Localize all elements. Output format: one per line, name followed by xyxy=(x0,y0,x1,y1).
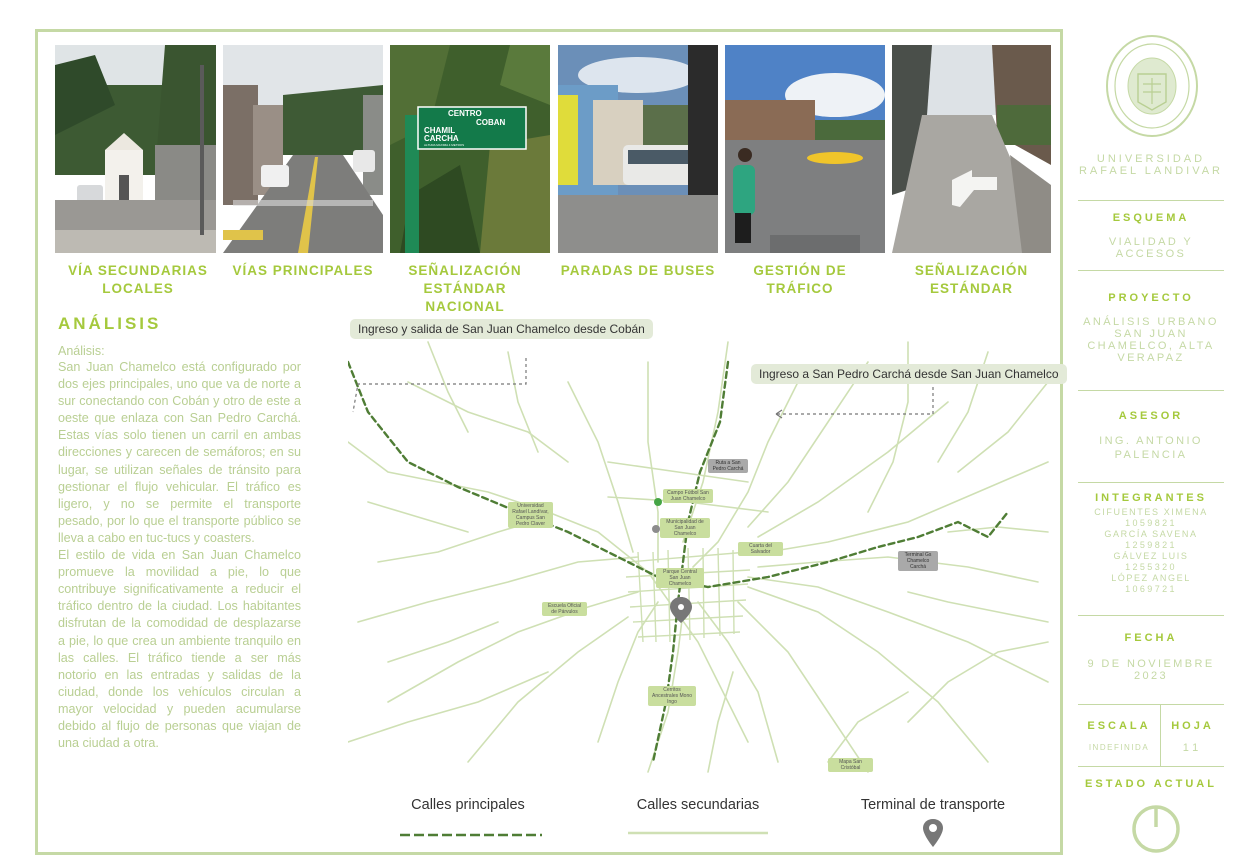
legend-terminal-pin-icon xyxy=(922,818,944,848)
label-kindergarten: Escuela Oficial de Párvulos xyxy=(542,602,587,616)
sign-chamil: CHAMIL xyxy=(424,126,456,135)
legend-secondary-line xyxy=(628,830,768,836)
analysis-subtitle: Análisis: xyxy=(58,344,105,358)
photo-bus-stops xyxy=(558,45,718,253)
divider xyxy=(1078,704,1224,705)
photo-secondary-local-street xyxy=(55,45,216,253)
callout-coban-entry: Ingreso y salida de San Juan Chamelco desde Cobán xyxy=(350,319,653,339)
caption-national-signage: SEÑALIZACIÓN ESTÁNDAR NACIONAL xyxy=(408,263,522,314)
member-4-id: 1069721 xyxy=(1125,584,1177,594)
members-label: INTEGRANTES xyxy=(1095,492,1207,504)
label-university: Universidad Rafael Landívar, Campus San Pedro Claver xyxy=(508,502,553,528)
analysis-paragraph-2: El estilo de vida en San Juan Chamelco promueve la movilidad a pie, lo que contribuye significativamente a reducir el tráfico dentro de la ciudad. Los habitantes disfrutan de la comodidad de desplazarse a pie, lo que crea un ambiente tranquilo en las calles. El tráfico tiende a ser más notorio en las entradas y salidas de la ciudad, donde los vehículos circulan a mayor velocidad y pueden acumularse debido al flujo de personas que viajan de una ciudad a otra. xyxy=(58,548,301,751)
member-1-name: CIFUENTES XIMENA xyxy=(1094,507,1208,517)
date-value: 9 DE NOVIEMBRE 2023 xyxy=(1087,658,1215,682)
date-label: FECHA xyxy=(1124,632,1178,644)
caption-secondary-streets: VÍA SECUNDARIAS LOCALES xyxy=(68,263,208,296)
status-label: ESTADO ACTUAL xyxy=(1085,778,1217,790)
divider xyxy=(1078,270,1224,271)
presentation-board xyxy=(35,29,1063,855)
analysis-paragraph-1: San Juan Chamelco está configurado por dos ejes principales, uno que va de norte a sur conectando con Cobán y otro de este a oeste que enlaza con San Pedro Carchá. Estas vías solo tienen un carril en ambas direcciones y carecen de semáforos; en su lugar, se utilizan señales de tránsito para gestionar el flujo vehicular. El tráfico es ligero, y no se permite el transporte pesado, por lo que el transporte público se lleva a cabo en tuc-tucs y coasters. xyxy=(58,360,301,545)
divider xyxy=(1078,482,1224,483)
sign-coban: COBAN xyxy=(476,118,506,127)
legend-main-streets: Calles principales xyxy=(411,797,525,813)
street-network xyxy=(348,322,1060,782)
label-football-field: Campo Fútbol San Juan Chamelco xyxy=(663,489,713,503)
legend-secondary-streets: Calles secundarias xyxy=(636,797,760,813)
label-terminal-carcha: Terminal Gs Chamelco Carchá xyxy=(898,551,938,571)
caption-main-streets: VÍAS PRINCIPALES xyxy=(232,263,374,278)
member-2-name: GARCÍA SAVENA xyxy=(1104,529,1198,539)
title-block xyxy=(1078,0,1224,865)
legend-main-line xyxy=(400,832,542,838)
callout-carcha-entry: Ingreso a San Pedro Carchá desde San Juan Chamelco xyxy=(751,364,1067,384)
status-power-icon xyxy=(1130,803,1182,855)
photo-standard-signage xyxy=(892,45,1051,253)
member-4-name: LÓPEZ ANGEL xyxy=(1111,573,1191,583)
photo-traffic-management xyxy=(725,45,885,253)
member-3-name: GÁLVEZ LUIS xyxy=(1113,551,1189,561)
legend-terminal: Terminal de transporte xyxy=(860,797,1006,813)
advisor-value: ING. ANTONIO PALENCIA xyxy=(1099,435,1203,461)
member-3-id: 1255320 xyxy=(1125,562,1177,572)
advisor-label: ASESOR xyxy=(1118,410,1184,422)
member-1-id: 1059821 xyxy=(1125,518,1177,528)
sign-centro: CENTRO xyxy=(448,109,482,118)
label-cerritos: Cerritos Ancestrales Mono Ingo xyxy=(648,686,696,706)
label-ruta-carcha: Ruta a San Pedro Carchá xyxy=(708,459,748,473)
scale-label: ESCALA xyxy=(1087,720,1151,732)
university-seal-icon xyxy=(1105,34,1199,138)
label-central-park: Parque Central San Juan Chamelco xyxy=(656,568,704,588)
photo-main-streets xyxy=(223,45,383,253)
street-map[interactable] xyxy=(348,322,1060,782)
university-name: UNIVERSIDAD RAFAEL LANDIVAR xyxy=(1078,153,1224,177)
divider xyxy=(1160,704,1161,766)
divider xyxy=(1078,615,1224,616)
scheme-value: VIALIDAD Y ACCESOS xyxy=(1108,236,1194,260)
analysis-title: ANÁLISIS xyxy=(58,314,162,333)
map-point-football-field xyxy=(654,498,662,506)
sheet-value: 11 xyxy=(1182,742,1203,754)
map-point-municipality xyxy=(652,525,660,533)
member-2-id: 1259821 xyxy=(1125,540,1177,550)
scale-value: INDEFINIDA xyxy=(1088,743,1150,752)
divider xyxy=(1078,390,1224,391)
divider xyxy=(1078,200,1224,201)
project-label: PROYECTO xyxy=(1108,292,1194,304)
caption-standard-signage: SEÑALIZACIÓN ESTÁNDAR xyxy=(914,263,1029,296)
scheme-label: ESQUEMA xyxy=(1112,212,1190,224)
divider xyxy=(1078,766,1224,767)
caption-traffic-management: GESTIÓN DE TRÁFICO xyxy=(753,263,847,296)
photo-national-signage xyxy=(390,45,550,253)
sheet-label: HOJA xyxy=(1171,720,1214,732)
project-value: ANÁLISIS URBANO SAN JUAN CHAMELCO, ALTA VERAPAZ xyxy=(1083,316,1219,364)
label-cuarta: Cuarta del Salvador xyxy=(738,542,783,556)
caption-bus-stops: PARADAS DE BUSES xyxy=(560,263,716,278)
analysis-body xyxy=(58,359,301,752)
label-mapa: Mapa San Cristóbal xyxy=(828,758,873,772)
sign-height-limit: ALTURA MAXIMA 4 METROS xyxy=(424,143,465,147)
sign-carcha: CARCHA xyxy=(424,134,459,143)
label-municipality: Municipalidad de San Juan Chamelco xyxy=(660,518,710,538)
